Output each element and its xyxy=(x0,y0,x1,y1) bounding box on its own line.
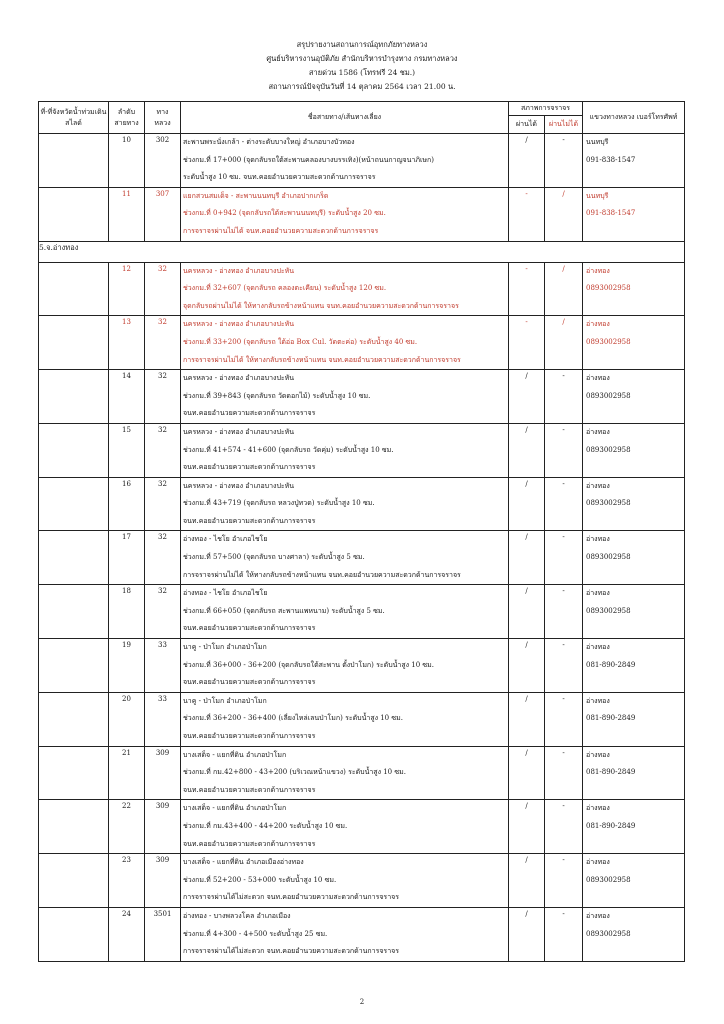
section-row xyxy=(39,241,685,262)
description-line: นาคู - ป่าโมก อำเภอป่าโมก xyxy=(183,643,267,652)
route-cell: 33 xyxy=(145,639,181,693)
route-description xyxy=(181,800,509,854)
description-line: จนท.คอยอำนวยความสะดวกด้านการจราจร xyxy=(183,516,316,525)
district-cell xyxy=(39,262,109,316)
office-phone: 081-890-2849 xyxy=(586,660,636,669)
nopass-cell: - xyxy=(545,854,583,908)
office-name: นนทบุรี xyxy=(586,191,609,200)
office-phone: 0893002958 xyxy=(586,929,631,938)
table-row xyxy=(39,187,685,241)
description-line: ระดับน้ำสูง 10 ซม. จนท.คอยอำนวยความสะดวกด้านการจราจร xyxy=(183,173,376,182)
description-line: การจราจรผ่านได้ไม่สะดวก จนท.คอยอำนวยความสะดวกด้านการจราจร xyxy=(183,947,399,956)
description-line: ช่วงกม.ที่ 36+200 - 36+400 (เลี่ยงไหล่เลนป่าโมก) ระดับน้ำสูง 10 ซม. xyxy=(183,714,403,723)
nopass-cell: - xyxy=(545,639,583,693)
table-row xyxy=(39,423,685,477)
route-cell: 302 xyxy=(145,134,181,188)
office-phone: 091-838-1547 xyxy=(586,209,636,218)
description-line: จนท.คอยอำนวยความสะดวกด้านการจราจร xyxy=(183,409,316,418)
pass-cell: / xyxy=(509,134,545,188)
pass-cell: / xyxy=(509,907,545,961)
office-cell xyxy=(583,639,685,693)
office-phone: 0893002958 xyxy=(586,606,631,615)
district-cell xyxy=(39,907,109,961)
description-line: ช่วงกม.ที่ 43+719 (จุดกลับรถ หลวงปู่ทวด) ระดับน้ำสูง 10 ซม. xyxy=(183,499,375,508)
table-row xyxy=(39,800,685,854)
pass-cell: / xyxy=(509,423,545,477)
description-line: นครหลวง - อ่างทอง อำเภอบางปะหัน xyxy=(183,427,295,436)
route-description xyxy=(181,187,509,241)
seq-cell: 20 xyxy=(109,692,145,746)
office-name: อ่างทอง xyxy=(586,750,610,759)
description-line: ช่วงกม.ที่ 39+843 (จุดกลับรถ วัดดอกไม้) ระดับน้ำสูง 10 ซม. xyxy=(183,391,371,400)
district-cell xyxy=(39,800,109,854)
route-description xyxy=(181,854,509,908)
table-row xyxy=(39,639,685,693)
route-description xyxy=(181,370,509,424)
office-cell xyxy=(583,692,685,746)
table-row xyxy=(39,907,685,961)
office-phone: 081-890-2849 xyxy=(586,768,636,777)
pass-cell: / xyxy=(509,531,545,585)
pass-cell: - xyxy=(509,262,545,316)
col-district: ที่-ที่จังหวัดน้ำท่วมเดินสไลด์ xyxy=(39,102,109,134)
office-cell xyxy=(583,262,685,316)
office-cell xyxy=(583,854,685,908)
office-name: อ่างทอง xyxy=(586,643,610,652)
pass-cell: / xyxy=(509,477,545,531)
nopass-cell: - xyxy=(545,531,583,585)
route-cell: 33 xyxy=(145,692,181,746)
table-row xyxy=(39,316,685,370)
route-description xyxy=(181,477,509,531)
office-phone: 0893002958 xyxy=(586,337,631,346)
route-description xyxy=(181,316,509,370)
seq-cell: 18 xyxy=(109,585,145,639)
district-cell xyxy=(39,854,109,908)
pass-cell: / xyxy=(509,639,545,693)
route-cell: 32 xyxy=(145,477,181,531)
office-cell xyxy=(583,477,685,531)
nopass-cell: - xyxy=(545,907,583,961)
route-cell: 309 xyxy=(145,854,181,908)
pass-cell: / xyxy=(509,854,545,908)
description-line: ช่วงกม.ที่ 17+000 (จุดกลับรถใต้สะพานคลองบางบรรเทิง)(หน้าถนนกาญจนาภิเษก) xyxy=(183,155,434,164)
route-cell: 307 xyxy=(145,187,181,241)
flood-status-table xyxy=(38,101,685,962)
description-line: นาคู - ป่าโมก อำเภอป่าโมก xyxy=(183,696,267,705)
office-phone: 091-838-1547 xyxy=(586,155,636,164)
pass-cell: - xyxy=(509,187,545,241)
office-cell xyxy=(583,531,685,585)
district-cell xyxy=(39,531,109,585)
description-line: จนท.คอยอำนวยความสะดวกด้านการจราจร xyxy=(183,785,316,794)
seq-cell: 22 xyxy=(109,800,145,854)
route-cell: 32 xyxy=(145,423,181,477)
page-number: 2 xyxy=(359,998,365,1006)
description-line: จนท.คอยอำนวยความสะดวกด้านการจราจร xyxy=(183,678,316,687)
office-cell xyxy=(583,370,685,424)
table-row xyxy=(39,370,685,424)
report-date: สถานการณ์ปัจจุบันวันที่ 14 ตุลาคม 2564 เวลา 21.00 น. xyxy=(268,82,456,91)
seq-cell: 13 xyxy=(109,316,145,370)
nopass-cell: - xyxy=(545,370,583,424)
seq-cell: 23 xyxy=(109,854,145,908)
description-line: จนท.คอยอำนวยความสะดวกด้านการจราจร xyxy=(183,624,316,633)
district-cell xyxy=(39,187,109,241)
office-phone: 0893002958 xyxy=(586,875,631,884)
description-line: ช่วงกม.ที่ 41+574 - 41+600 (จุดกลับรถ วัดคุ่ม) ระดับน้ำสูง 10 ซม. xyxy=(183,445,394,454)
route-description xyxy=(181,907,509,961)
pass-cell: / xyxy=(509,692,545,746)
district-cell xyxy=(39,585,109,639)
route-cell: 32 xyxy=(145,262,181,316)
table-row xyxy=(39,531,685,585)
nopass-cell: / xyxy=(545,262,583,316)
description-line: ช่วงกม.ที่ กม.42+800 - 43+200 (บริเวณหน้าแขวง) ระดับน้ำสูง 10 ซม. xyxy=(183,768,406,777)
description-line: ช่วงกม.ที่ 4+300 - 4+500 ระดับน้ำสูง 25 ซม. xyxy=(183,929,328,938)
route-cell: 32 xyxy=(145,370,181,424)
route-description xyxy=(181,262,509,316)
description-line: แยกสวนสมเด็จ - สะพานนนทบุรี อำเภอปากเกร็ด xyxy=(183,191,329,200)
col-status: สภาพการจราจร xyxy=(509,102,583,116)
seq-cell: 10 xyxy=(109,134,145,188)
pass-cell: / xyxy=(509,746,545,800)
description-line: อ่างทอง - บางพลวงโคล อำเภอเมือง xyxy=(183,911,291,920)
seq-cell: 21 xyxy=(109,746,145,800)
description-line: ช่วงกม.ที่ 57+500 (จุดกลับรถ บางศาลา) ระดับน้ำสูง 5 ซม. xyxy=(183,553,365,562)
office-name: อ่างทอง xyxy=(586,481,610,490)
table-row xyxy=(39,854,685,908)
description-line: นครหลวง - อ่างทอง อำเภอบางปะหัน xyxy=(183,481,295,490)
col-route: ทาง หลวง xyxy=(145,102,181,134)
office-name: อ่างทอง xyxy=(586,911,610,920)
route-cell: 309 xyxy=(145,746,181,800)
office-name: อ่างทอง xyxy=(586,266,610,275)
seq-cell: 15 xyxy=(109,423,145,477)
description-line: บางเสด็จ - แยกที่ดิน อำเภอป่าโมก xyxy=(183,804,287,813)
route-description xyxy=(181,639,509,693)
seq-cell: 19 xyxy=(109,639,145,693)
nopass-cell: - xyxy=(545,746,583,800)
pass-cell: / xyxy=(509,370,545,424)
route-description xyxy=(181,746,509,800)
district-cell xyxy=(39,477,109,531)
office-cell xyxy=(583,187,685,241)
report-org: ศูนย์บริหารงานอุบัติภัย สำนักบริหารบำรุงทาง กรมทางหลวง xyxy=(266,54,458,63)
district-cell xyxy=(39,746,109,800)
office-name: อ่างทอง xyxy=(586,858,610,867)
nopass-cell: - xyxy=(545,477,583,531)
office-cell xyxy=(583,423,685,477)
table-row xyxy=(39,585,685,639)
description-line: ช่วงกม.ที่ 33+200 (จุดกลับรถ ใต้อ่อ Box Cul. วัดตะค่อ) ระดับน้ำสูง 40 ซม. xyxy=(183,337,418,346)
col-name: ชื่อสายทาง/เส้นทางเลี่ยง xyxy=(181,102,509,134)
route-cell: 32 xyxy=(145,585,181,639)
description-line: จนท.คอยอำนวยความสะดวกด้านการจราจร xyxy=(183,463,316,472)
seq-cell: 12 xyxy=(109,262,145,316)
description-line: จนท.คอยอำนวยความสะดวกด้านการจราจร xyxy=(183,732,316,740)
office-phone: 0893002958 xyxy=(586,391,631,400)
nopass-cell: - xyxy=(545,423,583,477)
col-office: แขวงทางหลวง เบอร์โทรศัพท์ xyxy=(583,102,685,134)
route-cell: 3501 xyxy=(145,907,181,961)
office-cell xyxy=(583,907,685,961)
district-cell xyxy=(39,316,109,370)
section-title: 5.จ.อ่างทอง xyxy=(39,241,685,262)
route-description xyxy=(181,692,509,746)
description-line: การจราจรผ่านไม่ได้ จนท.คอยอำนวยความสะดวกด้านการจราจร xyxy=(183,226,379,235)
report-hotline: สายด่วน 1586 (โทรฟรี 24 ชม.) xyxy=(308,68,416,77)
office-phone: 0893002958 xyxy=(586,284,631,293)
report-title: สรุปรายงานสถานการณ์อุทกภัยทางหลวง xyxy=(296,40,428,49)
description-line: บางเสด็จ - แยกที่ดิน อำเภอป่าโมก xyxy=(183,750,287,759)
table-row xyxy=(39,262,685,316)
pass-cell: - xyxy=(509,316,545,370)
route-cell: 32 xyxy=(145,316,181,370)
office-phone: 081-890-2849 xyxy=(586,821,636,830)
office-phone: 0893002958 xyxy=(586,553,631,562)
description-line: ช่วงกม.ที่ 66+050 (จุดกลับรถ สะพานแพหนาม) ระดับน้ำสูง 5 ซม. xyxy=(183,606,385,615)
office-name: อ่างทอง xyxy=(586,427,610,436)
office-name: อ่างทอง xyxy=(586,535,610,544)
description-line: นครหลวง - อ่างทอง อำเภอบางปะหัน xyxy=(183,320,295,329)
office-name: อ่างทอง xyxy=(586,320,610,329)
nopass-cell: / xyxy=(545,316,583,370)
description-line: การจราจรผ่านไม่ได้ ให้ทางกลับรถข้างหน้าแทน จนท.คอยอำนวยความสะดวกด้านการจราจร xyxy=(183,355,461,364)
col-seq: ลำดับ สายทาง xyxy=(109,102,145,134)
office-cell xyxy=(583,585,685,639)
office-cell xyxy=(583,316,685,370)
description-line: อ่างทอง - ไชโย อำเภอไชโย xyxy=(183,589,268,598)
office-name: นนทบุรี xyxy=(586,138,609,146)
description-line: สะพานพระนั่งเกล้า - ต่างระดับบางใหญ่ อำเภอบางบัวทอง xyxy=(183,138,355,146)
seq-cell: 14 xyxy=(109,370,145,424)
district-cell xyxy=(39,370,109,424)
seq-cell: 16 xyxy=(109,477,145,531)
office-name: อ่างทอง xyxy=(586,804,610,813)
description-line: ช่วงกม.ที่ 52+200 - 53+000 ระดับน้ำสูง 10 ซม. xyxy=(183,875,337,884)
office-phone: 0893002958 xyxy=(586,499,631,508)
seq-cell: 11 xyxy=(109,187,145,241)
office-cell xyxy=(583,800,685,854)
route-description xyxy=(181,423,509,477)
nopass-cell: - xyxy=(545,800,583,854)
pass-cell: / xyxy=(509,585,545,639)
office-name: อ่างทอง xyxy=(586,696,610,705)
description-line: การจราจรผ่านได้ไม่สะดวก จนท.คอยอำนวยความสะดวกด้านการจราจร xyxy=(183,893,399,902)
col-nopass: ผ่านไม่ได้ xyxy=(545,116,583,134)
office-name: อ่างทอง xyxy=(586,374,610,383)
seq-cell: 24 xyxy=(109,907,145,961)
description-line: ช่วงกม.ที่ กม.43+400 - 44+200 ระดับน้ำสูง 10 ซม. xyxy=(183,821,348,830)
description-line: บางเสด็จ - แยกที่ดิน อำเภอเมืองอ่างทอง xyxy=(183,858,304,867)
nopass-cell: - xyxy=(545,585,583,639)
office-cell xyxy=(583,746,685,800)
description-line: จนท.คอยอำนวยความสะดวกด้านการจราจร xyxy=(183,839,316,848)
table-row xyxy=(39,746,685,800)
description-line: การจราจรผ่านไม่ได้ ให้ทางกลับรถข้างหน้าแทน จนท.คอยอำนวยความสะดวกด้านการจราจร xyxy=(183,570,461,579)
table-row xyxy=(39,692,685,746)
pass-cell: / xyxy=(509,800,545,854)
route-cell: 32 xyxy=(145,531,181,585)
nopass-cell: - xyxy=(545,692,583,746)
table-row xyxy=(39,134,685,188)
route-description xyxy=(181,134,509,188)
nopass-cell: - xyxy=(545,134,583,188)
office-phone: 0893002958 xyxy=(586,445,631,454)
description-line: ช่วงกม.ที่ 32+607 (จุดกลับรถ คลองตะเคียน) ระดับน้ำสูง 120 ซม. xyxy=(183,284,387,293)
office-phone: 081-890-2849 xyxy=(586,714,636,723)
office-name: อ่างทอง xyxy=(586,589,610,598)
nopass-cell: / xyxy=(545,187,583,241)
col-pass: ผ่านได้ xyxy=(509,116,545,134)
district-cell xyxy=(39,639,109,693)
district-cell xyxy=(39,423,109,477)
route-cell: 309 xyxy=(145,800,181,854)
district-cell xyxy=(39,692,109,746)
office-cell xyxy=(583,134,685,188)
description-line: นครหลวง - อ่างทอง อำเภอบางปะหัน xyxy=(183,374,295,383)
description-line: จุดกลับรถผ่านไม่ได้ ให้ทางกลับรถข้างหน้าแทน จนท.คอยอำนวยความสะดวกด้านการจราจร xyxy=(183,301,459,310)
description-line: ช่วงกม.ที่ 0+942 (จุดกลับรถใต้สะพานนนทบุรี) ระดับน้ำสูง 20 ซม. xyxy=(183,209,386,218)
seq-cell: 17 xyxy=(109,531,145,585)
description-line: อ่างทอง - ไชโย อำเภอไชโย xyxy=(183,535,268,544)
route-description xyxy=(181,531,509,585)
description-line: ช่วงกม.ที่ 36+000 - 36+200 (จุดกลับรถใต้สะพาน ตั้งป่าโมก) ระดับน้ำสูง 10 ซม. xyxy=(183,660,434,669)
description-line: นครหลวง - อ่างทอง อำเภอบางปะหัน xyxy=(183,266,295,275)
table-row xyxy=(39,477,685,531)
district-cell xyxy=(39,134,109,188)
route-description xyxy=(181,585,509,639)
